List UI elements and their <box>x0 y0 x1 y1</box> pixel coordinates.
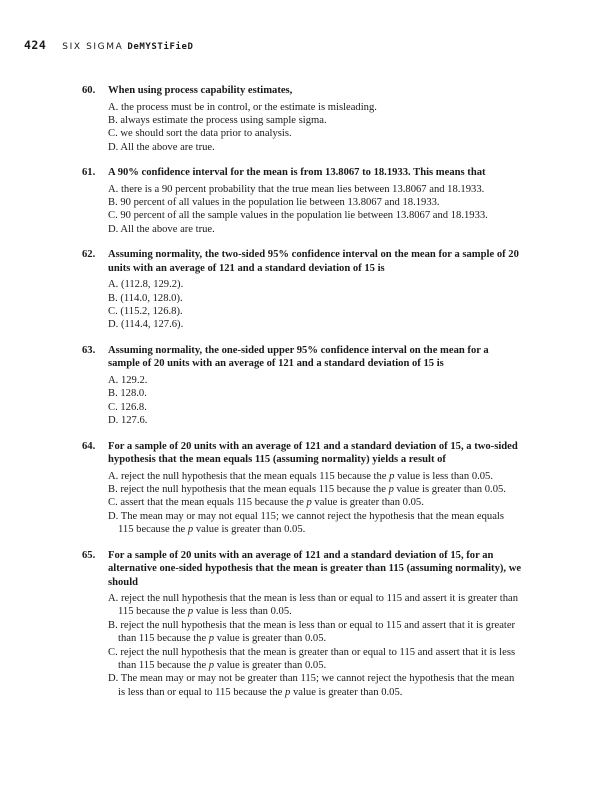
option-text: value is greater than 0.05. <box>214 660 327 672</box>
question-65 <box>82 549 522 700</box>
answer-option-d: D. All the above are true. <box>108 141 215 153</box>
question-text: For a sample of 20 units with an average of 121 and a standard deviation of 15, a two-sided hypothesis that the mean equals 115 (assuming normality) yields a result of <box>108 440 518 465</box>
question-64 <box>82 440 522 537</box>
p-symbol: p <box>388 483 394 495</box>
option-text: value is greater than 0.05. <box>393 483 506 495</box>
option-text: D. The mean may or may not be greater than 115; we cannot reject the hypothesis that the mean is less than or equal to 115 because the <box>108 673 515 698</box>
answer-option-b: B. always estimate the process using sample sigma. <box>108 114 327 126</box>
question-61 <box>82 166 522 236</box>
answer-options <box>108 101 522 155</box>
question-text: When using process capability estimates, <box>108 85 293 96</box>
p-symbol: p <box>306 497 312 509</box>
answer-option-c: C. 90 percent of all the sample values in the population lie between 13.8067 and 18.1933. <box>108 210 488 222</box>
answer-option-b <box>108 619 522 646</box>
answer-options <box>108 592 522 699</box>
question-stem <box>82 344 522 371</box>
answer-option-c: C. we should sort the data prior to analysis. <box>108 128 292 140</box>
answer-option-a: A. 129.2. <box>108 374 148 386</box>
answer-options <box>108 278 522 332</box>
answer-option-a <box>108 470 522 483</box>
option-text: C. assert that the mean equals 115 because the <box>108 497 307 509</box>
running-head-title: SIX SIGMA <box>62 42 124 52</box>
option-text: A. reject the null hypothesis that the mean equals 115 because the <box>108 470 390 482</box>
question-text: Assuming normality, the one-sided upper 95% confidence interval on the mean for a sample of 20 units with an average of 121 and a standard deviation of 15 is <box>108 344 489 370</box>
option-text: value is greater than 0.05. <box>214 633 327 645</box>
answer-option-c: C. (115.2, 126.8). <box>108 306 183 318</box>
answer-option-d <box>108 672 522 699</box>
p-symbol: p <box>187 606 194 618</box>
option-text: B. reject the null hypothesis that the mean equals 115 because the <box>108 483 389 495</box>
option-text: value is greater than 0.05. <box>193 524 306 536</box>
p-symbol: p <box>208 633 215 645</box>
question-number: 62. <box>82 249 96 261</box>
answer-option-c <box>108 496 522 509</box>
answer-options <box>108 374 522 428</box>
question-text: Assuming normality, the two-sided 95% confidence interval on the mean for a sample of 20 units with an average of 121 and a standard deviation of 15 is <box>108 249 519 274</box>
answer-option-b: B. 128.0. <box>108 388 147 400</box>
question-number: 63. <box>82 344 96 356</box>
question-stem <box>82 84 522 98</box>
question-63 <box>82 344 522 428</box>
question-text: For a sample of 20 units with an average of 121 and a standard deviation of 15, for an alternative one-sided hypothesis that the mean is greater than 115 (assuming normality), we should <box>108 549 522 588</box>
running-head-subtitle: DeMYSTiFieD <box>127 42 194 52</box>
answer-option-b: B. 90 percent of all values in the population lie between 13.8067 and 18.1933. <box>108 197 440 209</box>
question-number: 64. <box>82 440 96 452</box>
question-text: A 90% confidence interval for the mean is from 13.8067 to 18.1933. This means that <box>108 167 486 179</box>
page-number: 424 <box>24 38 47 52</box>
option-text: B. reject the null hypothesis that the mean is less than or equal to 115 and assert that it is greater than 115 because the <box>108 619 516 645</box>
question-number: 61. <box>82 167 96 179</box>
option-text: value is less than 0.05. <box>394 470 494 482</box>
question-stem <box>82 440 522 467</box>
option-text: value is less than 0.05. <box>193 606 292 618</box>
answer-option-a: A. (112.8, 129.2). <box>108 279 184 291</box>
answer-option-d: D. All the above are true. <box>108 223 215 235</box>
option-text: value is greater than 0.05. <box>290 686 403 698</box>
answer-option-a: A. there is a 90 percent probability that the true mean lies between 13.8067 and 18.1933. <box>108 183 485 195</box>
answer-option-d <box>108 510 522 537</box>
running-head <box>62 42 193 52</box>
option-text: C. reject the null hypothesis that the mean is greater than or equal to 115 and assert that it is less than 115 because the <box>108 646 516 672</box>
answer-option-c <box>108 646 522 673</box>
p-symbol: p <box>285 686 291 698</box>
question-stem <box>82 166 522 180</box>
answer-options <box>108 470 522 537</box>
p-symbol: p <box>389 470 395 482</box>
answer-option-d: D. 127.6. <box>108 415 148 427</box>
option-text: value is greater than 0.05. <box>311 497 424 509</box>
answer-option-a <box>108 592 522 619</box>
question-stem <box>82 549 522 590</box>
question-stem <box>82 248 522 275</box>
answer-options <box>108 183 522 237</box>
answer-option-c: C. 126.8. <box>108 401 147 413</box>
option-text: D. The mean may or may not equal 115; we cannot reject the hypothesis that the mean equals 115 because the <box>108 510 504 536</box>
p-symbol: p <box>208 660 215 672</box>
question-list <box>82 84 522 711</box>
p-symbol: p <box>187 524 194 536</box>
question-62 <box>82 248 522 332</box>
question-number: 65. <box>82 549 96 561</box>
question-number: 60. <box>82 85 96 96</box>
option-text: A. reject the null hypothesis that the mean is less than or equal to 115 and assert it is greater than 115 because the <box>108 593 519 618</box>
answer-option-d: D. (114.4, 127.6). <box>108 319 184 331</box>
question-60 <box>82 84 522 154</box>
answer-option-a: A. the process must be in control, or the estimate is misleading. <box>108 101 377 113</box>
answer-option-b <box>108 483 522 496</box>
page-header <box>24 38 194 52</box>
answer-option-b: B. (114.0, 128.0). <box>108 292 183 304</box>
